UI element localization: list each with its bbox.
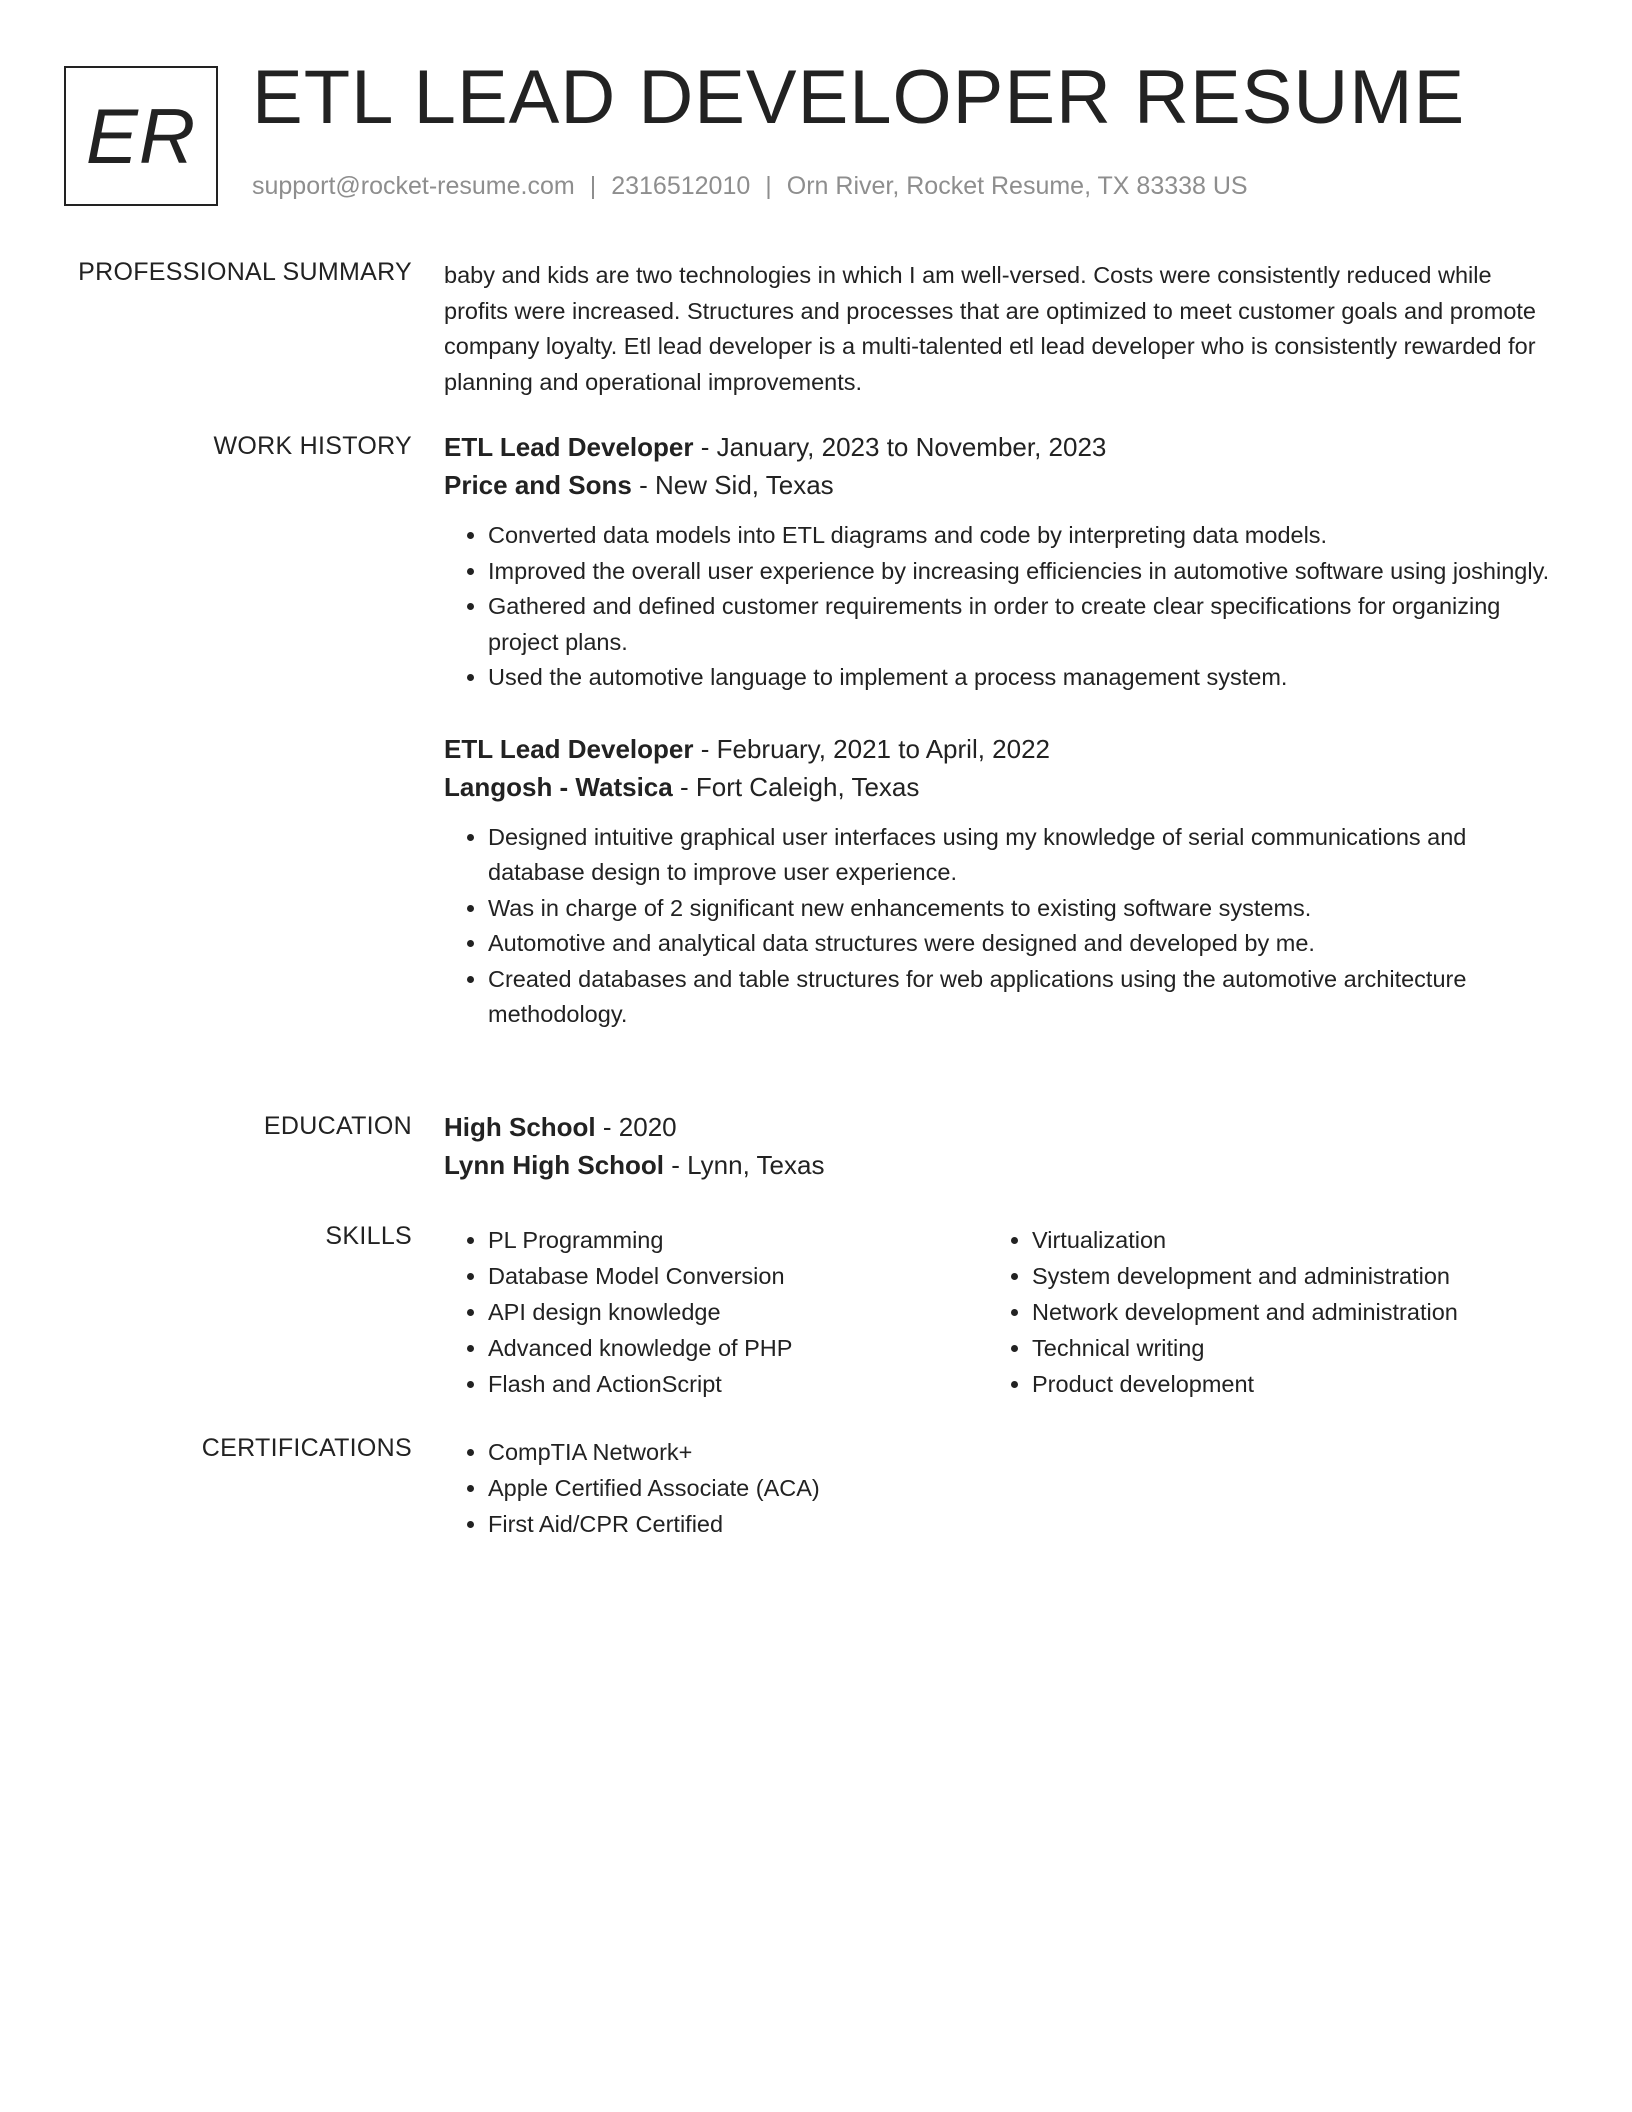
- contact-separator: |: [765, 172, 772, 200]
- section-label-education: EDUCATION: [263, 1112, 412, 1140]
- job-entry: [444, 730, 1562, 1033]
- certifications-list: [444, 1434, 1562, 1542]
- skills-body: [444, 1222, 1562, 1402]
- summary-body: [444, 258, 1562, 400]
- certifications-body: [444, 1434, 1562, 1542]
- skill-item: • API design knowledge: [488, 1294, 988, 1330]
- job-company: Price and Sons: [444, 470, 632, 500]
- job-bullet: • Used the automotive language to implement a process management system.: [488, 660, 1562, 696]
- skill-item: • Database Model Conversion: [488, 1258, 988, 1294]
- education-body: [444, 1108, 1562, 1184]
- education-degree: High School: [444, 1112, 596, 1142]
- summary-text: baby and kids are two technologies in which I am well-versed. Costs were consistently reduced while profits were increased. Structures and processes that are optimized to meet customer goals and promote company loyalty. Etl lead developer is a multi-talented etl lead developer who is consistently rewarded for planning and operational improvements.: [444, 262, 1536, 395]
- job-title-line: [444, 428, 1562, 466]
- certification-item: • CompTIA Network+: [488, 1434, 1562, 1470]
- job-bullet: • Created databases and table structures for web applications using the automotive architecture methodology.: [488, 962, 1562, 1033]
- resume-title: ETL LEAD DEVELOPER RESUME: [252, 55, 1466, 140]
- job-entry: [444, 428, 1562, 696]
- monogram-badge: [64, 66, 218, 206]
- section-label-work-history: WORK HISTORY: [213, 432, 412, 460]
- job-bullet: • Automotive and analytical data structures were designed and developed by me.: [488, 926, 1562, 962]
- education-location: - Lynn, Texas: [671, 1150, 825, 1180]
- monogram-initials: ER: [85, 91, 197, 180]
- job-dates: - January, 2023 to November, 2023: [700, 432, 1107, 462]
- section-label-certifications: CERTIFICATIONS: [201, 1434, 412, 1462]
- job-title: ETL Lead Developer: [444, 733, 694, 764]
- job-title: ETL Lead Developer: [444, 432, 694, 462]
- skill-item: • Advanced knowledge of PHP: [488, 1330, 988, 1366]
- job-bullet: • Improved the overall user experience by increasing efficiencies in automotive software using joshingly.: [488, 554, 1562, 590]
- job-company-line: [444, 466, 1562, 504]
- job-location: - New Sid, Texas: [639, 470, 834, 500]
- contact-line: [252, 172, 1248, 201]
- contact-email: support@rocket-resume.com: [252, 172, 575, 200]
- job-bullet: • Was in charge of 2 significant new enhancements to existing software systems.: [488, 891, 1562, 927]
- education-degree-line: [444, 1108, 1562, 1146]
- skill-item: • Product development: [1032, 1366, 1562, 1402]
- contact-phone: 2316512010: [611, 172, 751, 200]
- skills-list-left: [444, 1222, 988, 1402]
- job-bullets: [444, 518, 1562, 696]
- skills-list-right: [988, 1222, 1562, 1402]
- skill-item: • Virtualization: [1032, 1222, 1562, 1258]
- skill-item: • PL Programming: [488, 1222, 988, 1258]
- skill-item: • Technical writing: [1032, 1330, 1562, 1366]
- education-school-line: [444, 1146, 1562, 1184]
- job-location: - Fort Caleigh, Texas: [679, 771, 920, 802]
- job-title-line: [444, 730, 1562, 768]
- job-company: Langosh - Watsica: [444, 771, 673, 802]
- job-bullet: • Converted data models into ETL diagrams and code by interpreting data models.: [488, 518, 1562, 554]
- contact-separator: |: [589, 172, 597, 200]
- certification-item: • Apple Certified Associate (ACA): [488, 1470, 1562, 1506]
- certification-item: • First Aid/CPR Certified: [488, 1506, 1562, 1542]
- section-label-skills: SKILLS: [325, 1222, 412, 1250]
- job-bullet: • Designed intuitive graphical user interfaces using my knowledge of serial communications and database design to improve user experience.: [488, 820, 1562, 891]
- work-history-body: [444, 428, 1562, 1033]
- skills-columns: [444, 1222, 1562, 1402]
- skill-item: • System development and administration: [1032, 1258, 1562, 1294]
- education-year: - 2020: [602, 1112, 677, 1142]
- job-dates: - February, 2021 to April, 2022: [700, 733, 1051, 764]
- job-bullet: • Gathered and defined customer requirements in order to create clear specifications for organizing project plans.: [488, 589, 1562, 660]
- education-school: Lynn High School: [444, 1150, 665, 1180]
- contact-address: Orn River, Rocket Resume, TX 83338 US: [786, 172, 1248, 200]
- section-label-summary: PROFESSIONAL SUMMARY: [78, 258, 412, 286]
- skill-item: • Network development and administration: [1032, 1294, 1562, 1330]
- skill-item: • Flash and ActionScript: [488, 1366, 988, 1402]
- job-bullets: [444, 820, 1562, 1033]
- job-company-line: [444, 768, 1562, 806]
